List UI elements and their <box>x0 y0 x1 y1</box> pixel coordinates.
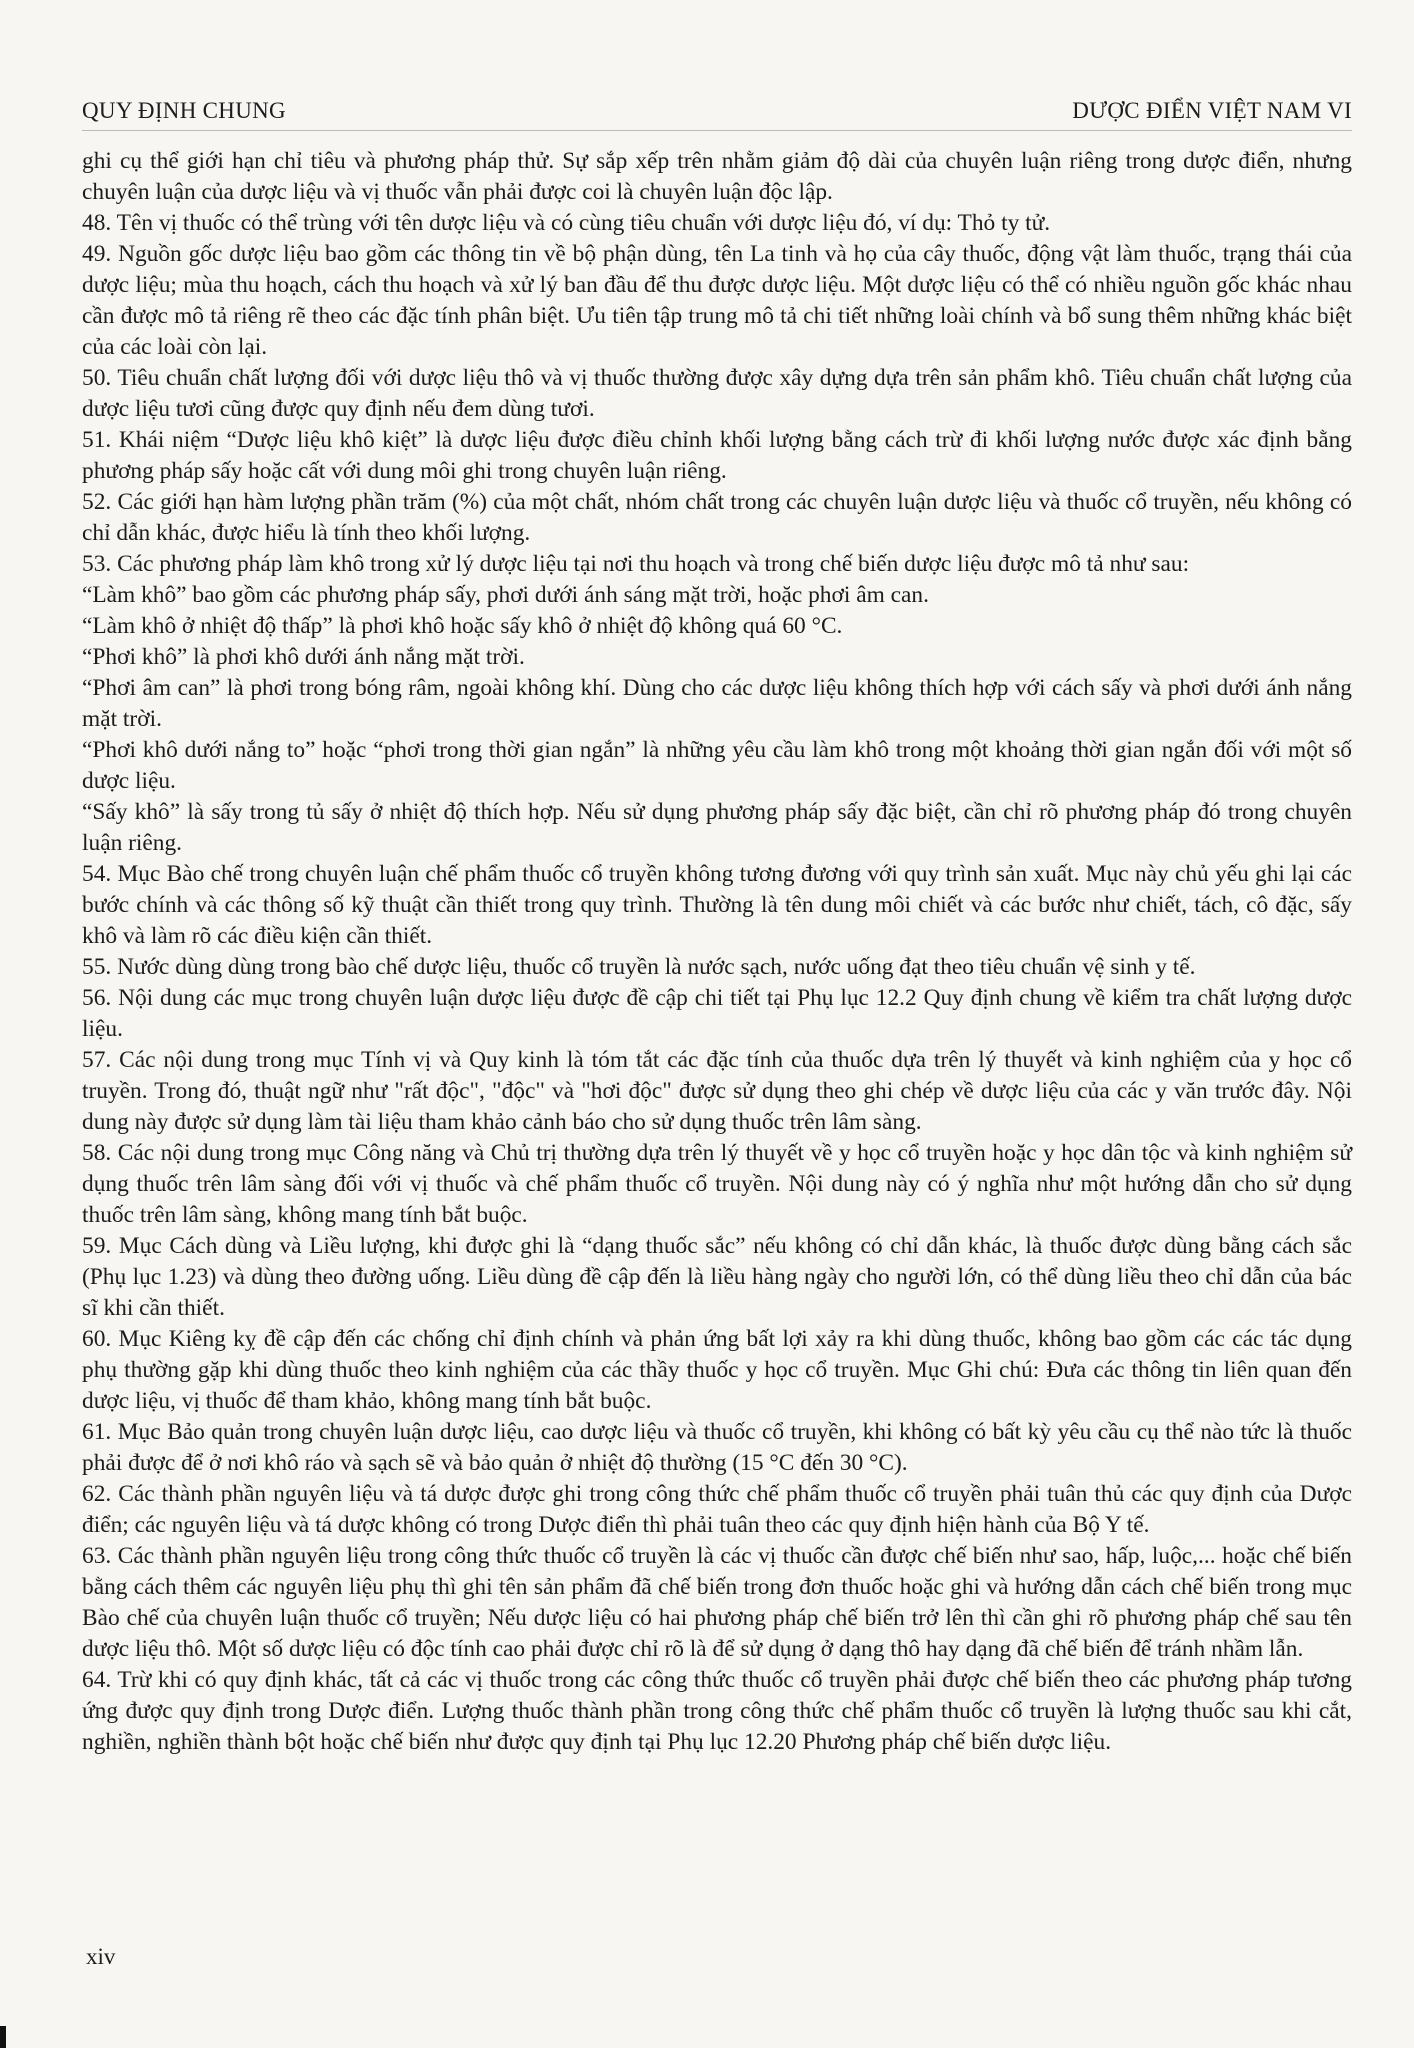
paragraph-57: 57. Các nội dung trong mục Tính vị và Quy kinh là tóm tắt các đặc tính của thuốc dựa trên lý thuyết và kinh nghiệm của y học cổ truyền. Trong đó, thuật ngữ như "rất độc", "độc" và "hơi độc" được sử dụng theo ghi chép về dược liệu của các y văn trước đây. Nội dung này được sử dụng làm tài liệu tham khảo cảnh báo cho sử dụng thuốc trên lâm sàng. <box>82 1047 1352 1135</box>
paragraph-63: 63. Các thành phần nguyên liệu trong công thức thuốc cổ truyền là các vị thuốc cần được chế biến như sao, hấp, luộc,... hoặc chế biến bằng cách thêm các nguyên liệu phụ thì ghi tên sản phẩm đã chế biến trong đơn thuốc hoặc ghi và hướng dẫn cách chế biến trong mục Bào chế của chuyên luận thuốc cổ truyền; Nếu dược liệu có hai phương pháp chế biến trở lên thì cần ghi rõ phương pháp chế sau tên dược liệu thô. Một số dược liệu có độc tính cao phải được chỉ rõ là để sử dụng ở dạng thô hay dạng đã chế biến để tránh nhầm lẫn. <box>82 1543 1352 1662</box>
paragraph-62: 62. Các thành phần nguyên liệu và tá dược được ghi trong công thức chế phẩm thuốc cổ truyền phải tuân thủ các quy định của Dược điển; các nguyên liệu và tá dược không có trong Dược điển thì phải tuân theo các quy định hiện hành của Bộ Y tế. <box>82 1481 1352 1538</box>
paragraph-53-say-kho: “Sấy khô” là sấy trong tủ sấy ở nhiệt độ thích hợp. Nếu sử dụng phương pháp sấy đặc biệt, cần chỉ rõ phương pháp đó trong chuyên luận riêng. <box>82 799 1352 856</box>
running-header <box>82 98 1352 128</box>
paragraph-53-phoi-am-can: “Phơi âm can” là phơi trong bóng râm, ngoài không khí. Dùng cho các dược liệu không thích hợp với cách sấy và phơi dưới ánh nắng mặt trời. <box>82 675 1352 732</box>
paragraph-56: 56. Nội dung các mục trong chuyên luận dược liệu được đề cập chi tiết tại Phụ lục 12.2 Quy định chung về kiểm tra chất lượng dược liệu. <box>82 985 1352 1042</box>
page-number: xiv <box>86 1944 116 1969</box>
paragraph-59: 59. Mục Cách dùng và Liều lượng, khi được ghi là “dạng thuốc sắc” nếu không có chỉ dẫn khác, là thuốc được dùng bằng cách sắc (Phụ lục 1.23) và dùng theo đường uống. Liều dùng đề cập đến là liều hàng ngày cho người lớn, có thể dùng liều theo chỉ dẫn của bác sĩ khi cần thiết. <box>82 1233 1352 1321</box>
paragraph-continuation: ghi cụ thể giới hạn chỉ tiêu và phương pháp thử. Sự sắp xếp trên nhằm giảm độ dài của chuyên luận riêng trong dược điển, nhưng chuyên luận của dược liệu và vị thuốc vẫn phải được coi là chuyên luận độc lập. <box>82 148 1352 205</box>
paragraph-61: 61. Mục Bảo quản trong chuyên luận dược liệu, cao dược liệu và thuốc cổ truyền, khi không có bất kỳ yêu cầu cụ thể nào tức là thuốc phải được để ở nơi khô ráo và sạch sẽ và bảo quản ở nhiệt độ thường (15 °C đến 30 °C). <box>82 1419 1352 1476</box>
paragraph-53-nang-to: “Phơi khô dưới nắng to” hoặc “phơi trong thời gian ngắn” là những yêu cầu làm khô trong một khoảng thời gian ngắn đối với một số dược liệu. <box>82 737 1352 794</box>
paragraph-54: 54. Mục Bào chế trong chuyên luận chế phẩm thuốc cổ truyền không tương đương với quy trình sản xuất. Mục này chủ yếu ghi lại các bước chính và các thông số kỹ thuật cần thiết trong quy trình. Thường là tên dung môi chiết và các bước như chiết, tách, cô đặc, sấy khô và làm rõ các điều kiện cần thiết. <box>82 861 1352 949</box>
paragraph-53-lam-kho: “Làm khô” bao gồm các phương pháp sấy, phơi dưới ánh sáng mặt trời, hoặc phơi âm can. <box>82 582 929 608</box>
paragraph-49: 49. Nguồn gốc dược liệu bao gồm các thông tin về bộ phận dùng, tên La tinh và họ của cây thuốc, động vật làm thuốc, trạng thái của dược liệu; mùa thu hoạch, cách thu hoạch và xử lý ban đầu để thu được dược liệu. Một dược liệu có thể có nhiều nguồn gốc khác nhau cần được mô tả riêng rẽ theo các đặc tính phân biệt. Ưu tiên tập trung mô tả chi tiết những loài chính và bổ sung thêm những khác biệt của các loài còn lại. <box>82 241 1352 360</box>
paragraph-64: 64. Trừ khi có quy định khác, tất cả các vị thuốc trong các công thức thuốc cổ truyền phải được chế biến theo các phương pháp tương ứng được quy định trong Dược điển. Lượng thuốc thành phần trong công thức chế phẩm thuốc cổ truyền là lượng thuốc sau khi cắt, nghiền, nghiền thành bột hoặc chế biến như được quy định tại Phụ lục 12.20 Phương pháp chế biến dược liệu. <box>82 1667 1352 1755</box>
paragraph-50: 50. Tiêu chuẩn chất lượng đối với dược liệu thô và vị thuốc thường được xây dựng dựa trên sản phẩm khô. Tiêu chuẩn chất lượng của dược liệu tươi cũng được quy định nếu đem dùng tươi. <box>82 365 1352 422</box>
header-rule <box>82 130 1352 131</box>
paragraph-53: 53. Các phương pháp làm khô trong xử lý dược liệu tại nơi thu hoạch và trong chế biến dược liệu được mô tả như sau: <box>82 551 1190 577</box>
paragraph-51: 51. Khái niệm “Dược liệu khô kiệt” là dược liệu được điều chỉnh khối lượng bằng cách trừ đi khối lượng nước được xác định bằng phương pháp sấy hoặc cất với dung môi ghi trong chuyên luận riêng. <box>82 427 1352 484</box>
paragraph-55: 55. Nước dùng dùng trong bào chế dược liệu, thuốc cổ truyền là nước sạch, nước uống đạt theo tiêu chuẩn vệ sinh y tế. <box>82 954 1196 980</box>
body-text <box>82 146 1352 1758</box>
paragraph-48: 48. Tên vị thuốc có thể trùng với tên dược liệu và có cùng tiêu chuẩn với dược liệu đó, ví dụ: Thỏ ty tử. <box>82 210 1051 236</box>
paragraph-52: 52. Các giới hạn hàm lượng phần trăm (%) của một chất, nhóm chất trong các chuyên luận dược liệu và thuốc cổ truyền, nếu không có chỉ dẫn khác, được hiểu là tính theo khối lượng. <box>82 489 1352 546</box>
header-book-title: DƯỢC ĐIỂN VIỆT NAM VI <box>1072 98 1352 123</box>
header-section-title: QUY ĐỊNH CHUNG <box>82 98 286 123</box>
scan-edge-mark <box>0 2026 6 2048</box>
paragraph-53-nhiet-do-thap: “Làm khô ở nhiệt độ thấp” là phơi khô hoặc sấy khô ở nhiệt độ không quá 60 °C. <box>82 613 843 639</box>
paragraph-53-phoi-kho: “Phơi khô” là phơi khô dưới ánh nắng mặt trời. <box>82 644 525 670</box>
paragraph-58: 58. Các nội dung trong mục Công năng và Chủ trị thường dựa trên lý thuyết về y học cổ truyền hoặc y học dân tộc và kinh nghiệm sử dụng thuốc trên lâm sàng đối với vị thuốc và chế phẩm thuốc cổ truyền. Nội dung này có ý nghĩa như một hướng dẫn cho sử dụng thuốc trên lâm sàng, không mang tính bắt buộc. <box>82 1140 1352 1228</box>
paragraph-60: 60. Mục Kiêng kỵ đề cập đến các chống chỉ định chính và phản ứng bất lợi xảy ra khi dùng thuốc, không bao gồm các các tác dụng phụ thường gặp khi dùng thuốc theo kinh nghiệm của các thầy thuốc y học cổ truyền. Mục Ghi chú: Đưa các thông tin liên quan đến dược liệu, vị thuốc để tham khảo, không mang tính bắt buộc. <box>82 1326 1352 1414</box>
